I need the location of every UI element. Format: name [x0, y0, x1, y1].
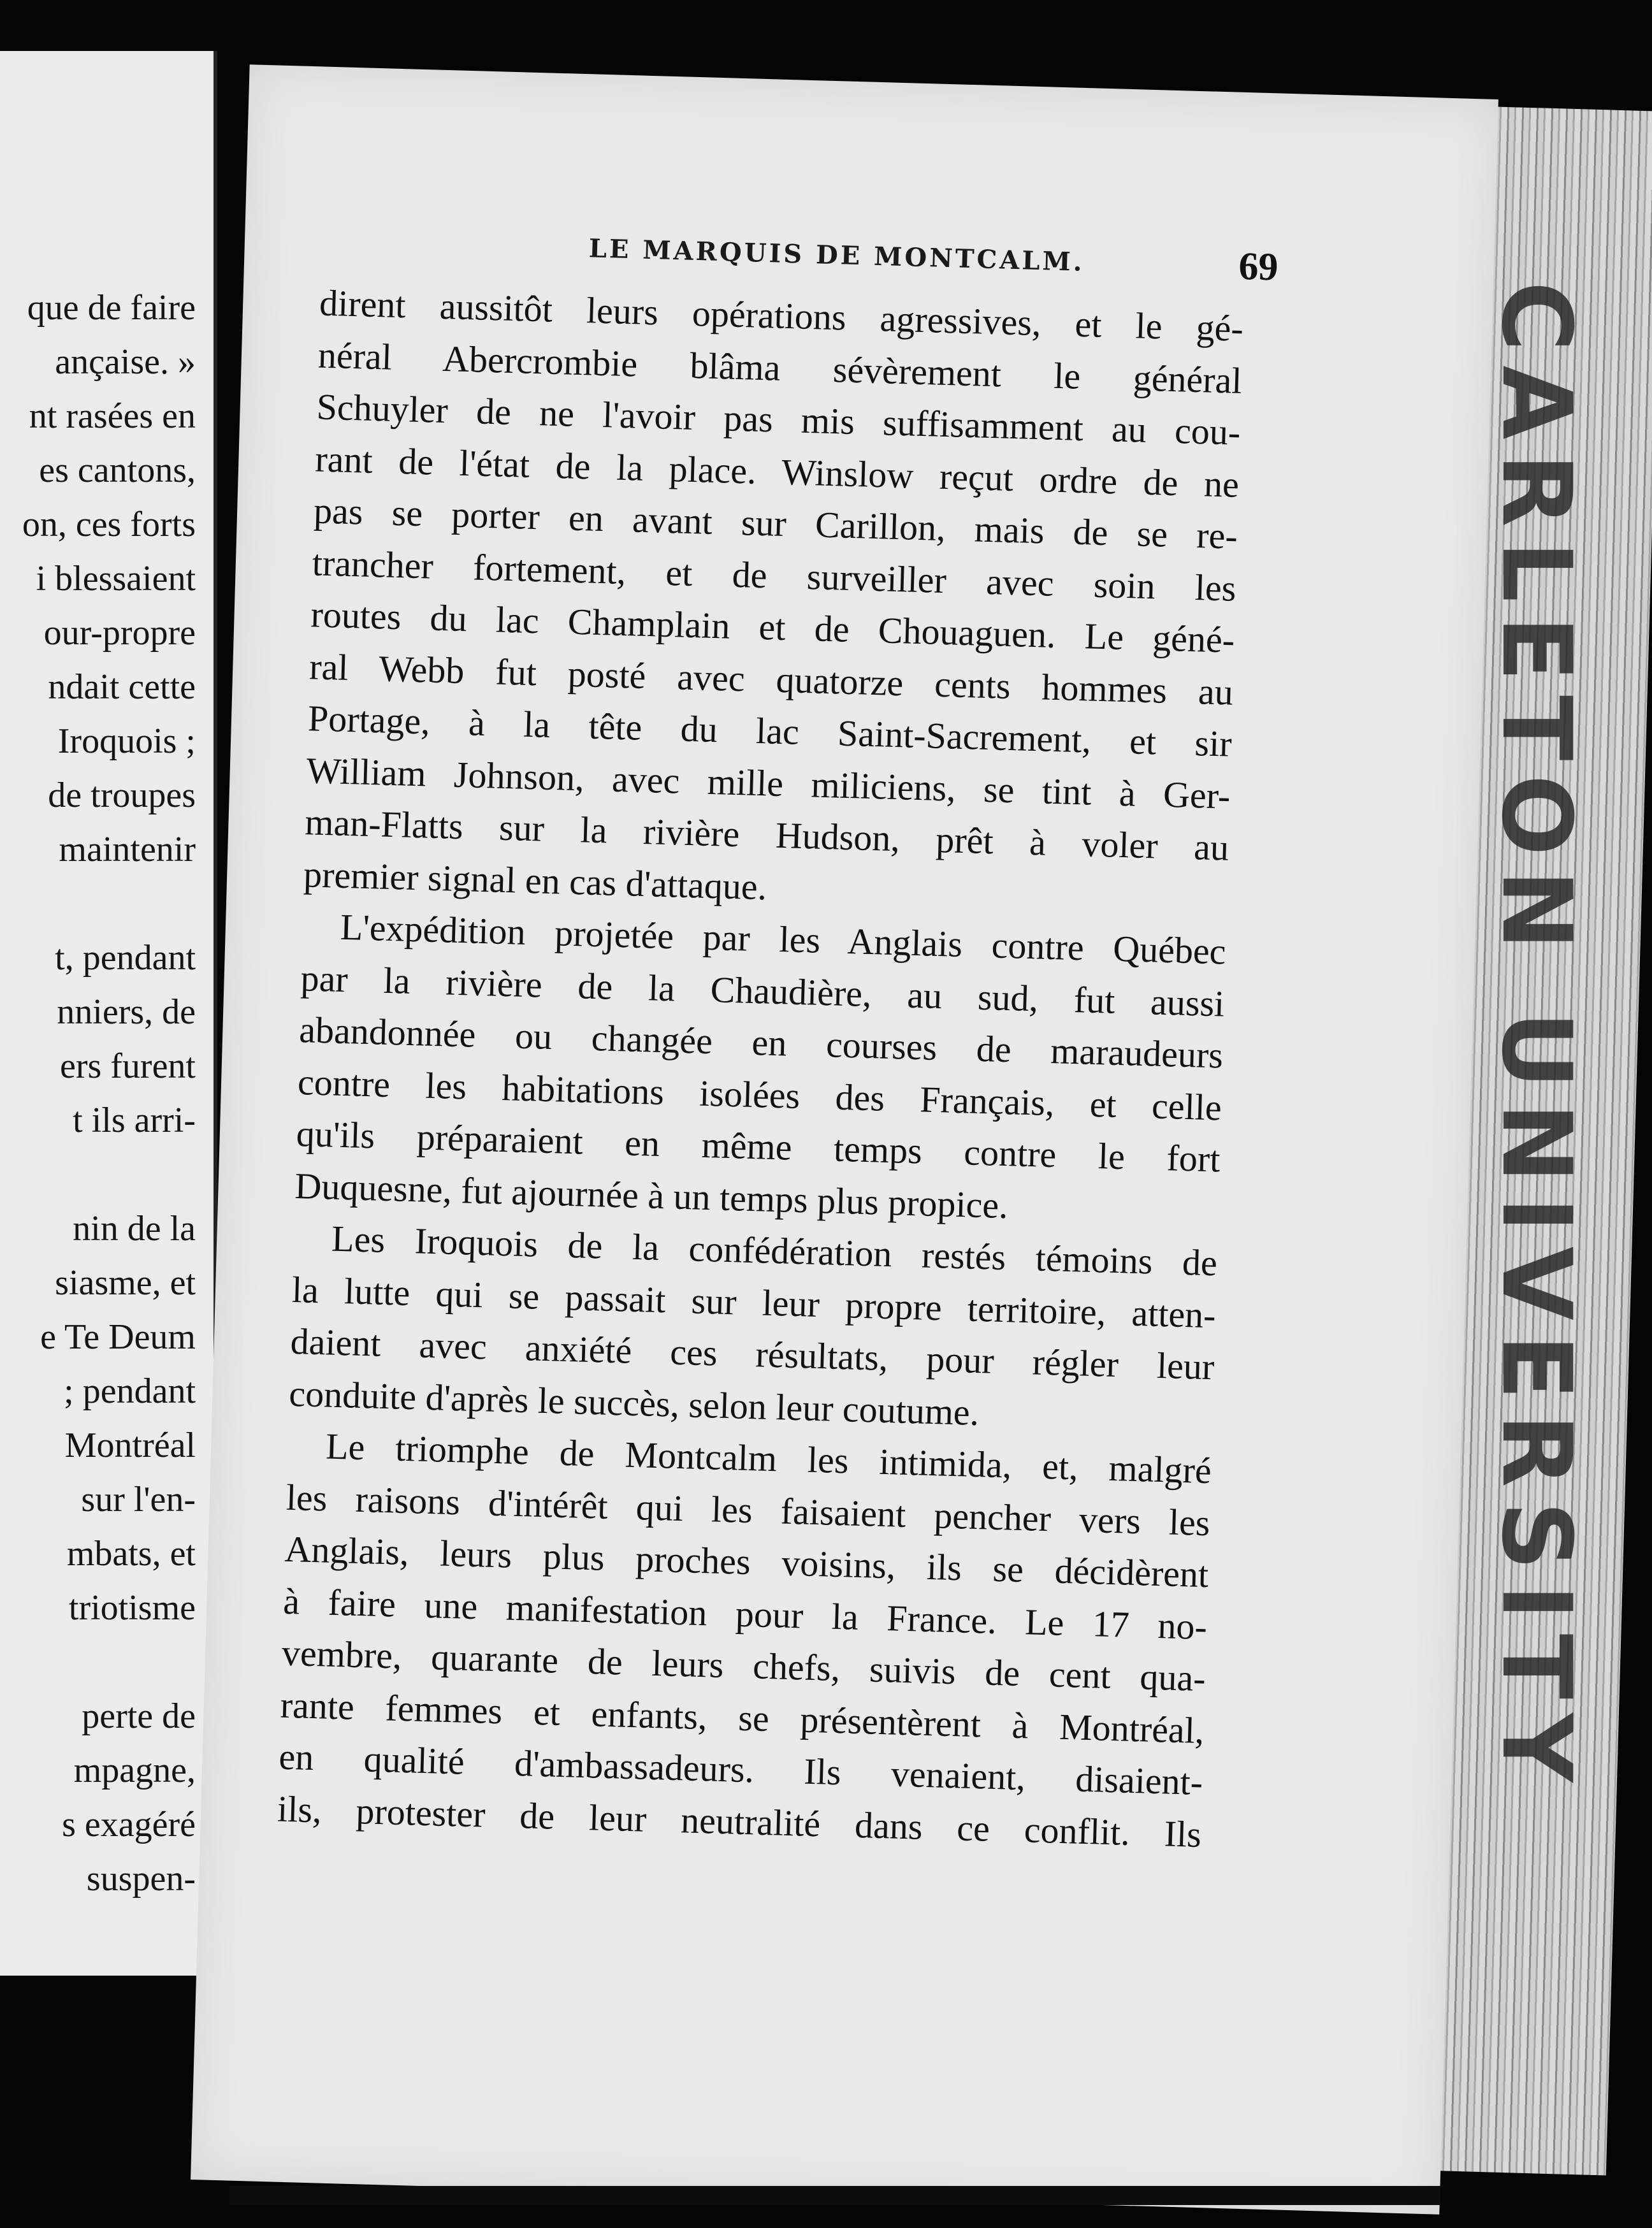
text-line: routes du lac Champlain et de Chouaguen. Le géné- — [310, 593, 1236, 661]
page-bottom-shadow — [229, 2186, 1440, 2205]
left-page-line: on, ces forts — [22, 505, 196, 544]
text-line: L'expédition projetée par les Anglais contre Québec — [340, 906, 1227, 973]
left-page-line: t, pendant — [55, 938, 196, 978]
text-line: Schuyler de ne l'avoir pas mis suffisamment au cou- — [315, 386, 1242, 453]
text-line: néral Abercrombie blâma sévèrement le général — [317, 333, 1243, 401]
left-page-line: s exagéré — [62, 1805, 196, 1844]
left-page-line: ançaise. » — [55, 342, 196, 382]
text-line: daient avec anxiété ces résultats, pour régler leur — [289, 1320, 1215, 1388]
text-line: la lutte qui se passait sur leur propre territoire, atten- — [291, 1268, 1217, 1336]
left-page-line: maintenir — [59, 830, 196, 869]
book-page — [191, 64, 1498, 2214]
left-page-line: nin de la — [73, 1209, 196, 1248]
left-page-line: suspen- — [86, 1859, 196, 1899]
running-head: LE MARQUIS DE MONTCALM. — [588, 233, 1085, 277]
left-page-line: mpagne, — [73, 1751, 196, 1790]
text-line: rant de l'état de la place. Winslow reçut ordre de ne — [314, 437, 1240, 505]
left-page-line: e Te Deum — [40, 1317, 196, 1357]
text-line: contre les habitations isolées des Français, et celle — [297, 1060, 1222, 1128]
left-page-line: de troupes — [48, 776, 196, 815]
left-facing-page — [0, 51, 217, 1976]
left-page-line: our-propre — [43, 613, 196, 653]
text-line: vembre, quarante de leurs chefs, suivis de cent qua- — [281, 1631, 1206, 1700]
text-line: William Johnson, avec mille miliciens, se tint à Ger- — [305, 749, 1231, 817]
library-stamp — [1481, 281, 1591, 1797]
text-line: Les Iroquois de la confédération restés témoins de — [331, 1217, 1218, 1284]
text-line: les raisons d'intérêt qui les faisaient pencher vers les — [286, 1476, 1211, 1544]
text-line: Le triomphe de Montcalm les intimida, et, malgré — [325, 1425, 1212, 1492]
text-line: trancher fortement, et de surveiller avec soin les — [312, 541, 1237, 609]
left-page-line: siasme, et — [55, 1263, 196, 1303]
text-line: pas se porter en avant sur Carillon, mais de se re- — [313, 489, 1238, 557]
text-line: conduite d'après le succès, selon leur coutume. — [288, 1372, 980, 1433]
text-line: en qualité d'ambassadeurs. Ils venaient, disaient- — [278, 1735, 1203, 1804]
left-page-line: Montréal — [64, 1426, 196, 1465]
text-line: premier signal en cas d'attaque. — [303, 853, 768, 908]
left-page-line: ndait cette — [48, 667, 196, 707]
left-page-line: es cantons, — [39, 451, 196, 490]
left-page-line: mbats, et — [66, 1534, 196, 1573]
left-page-line: i blessaient — [36, 559, 196, 598]
text-line: dirent aussitôt leurs opérations agressives, et le gé- — [319, 282, 1244, 349]
text-line: man-Flatts sur la rivière Hudson, prêt à voler au — [304, 801, 1229, 869]
left-page-line: ers furent — [59, 1046, 196, 1086]
left-page-line: ; pendant — [64, 1371, 196, 1411]
left-page-line: Iroquois ; — [57, 721, 196, 761]
text-line: ils, protester de leur neutralité dans ce conflit. Ils — [277, 1788, 1202, 1855]
body-text — [277, 277, 1244, 1861]
library-stamp-text: CARLETON UNIVERSITY — [1481, 281, 1591, 1797]
text-line: à faire une manifestation pour la France. Le 17 no- — [282, 1580, 1208, 1647]
text-line: Portage, à la tête du lac Saint-Sacrement, et sir — [307, 697, 1233, 765]
left-page-line: nniers, de — [57, 992, 196, 1032]
page-number: 69 — [1238, 244, 1279, 289]
left-page-line: t ils arri- — [73, 1101, 196, 1140]
left-page-line: que de faire — [27, 288, 196, 328]
text-line: ral Webb fut posté avec quatorze cents hommes au — [308, 645, 1234, 713]
text-line: abandonnée ou changée en courses de maraudeurs — [298, 1009, 1224, 1076]
left-page-line: nt rasées en — [29, 396, 196, 436]
text-line: qu'ils préparaient en même temps contre le fort — [296, 1112, 1221, 1180]
text-line: rante femmes et enfants, se présentèrent à Montréal, — [279, 1684, 1205, 1751]
text-line: Anglais, leurs plus proches voisins, ils se décidèrent — [284, 1528, 1210, 1596]
text-line: par la rivière de la Chaudière, au sud, fut aussi — [300, 957, 1226, 1025]
left-page-line: sur l'en- — [81, 1480, 196, 1519]
left-page-line: perte de — [82, 1696, 196, 1736]
left-page-line: triotisme — [68, 1588, 196, 1628]
text-line: Duquesne, fut ajournée à un temps plus propice. — [294, 1164, 1009, 1226]
